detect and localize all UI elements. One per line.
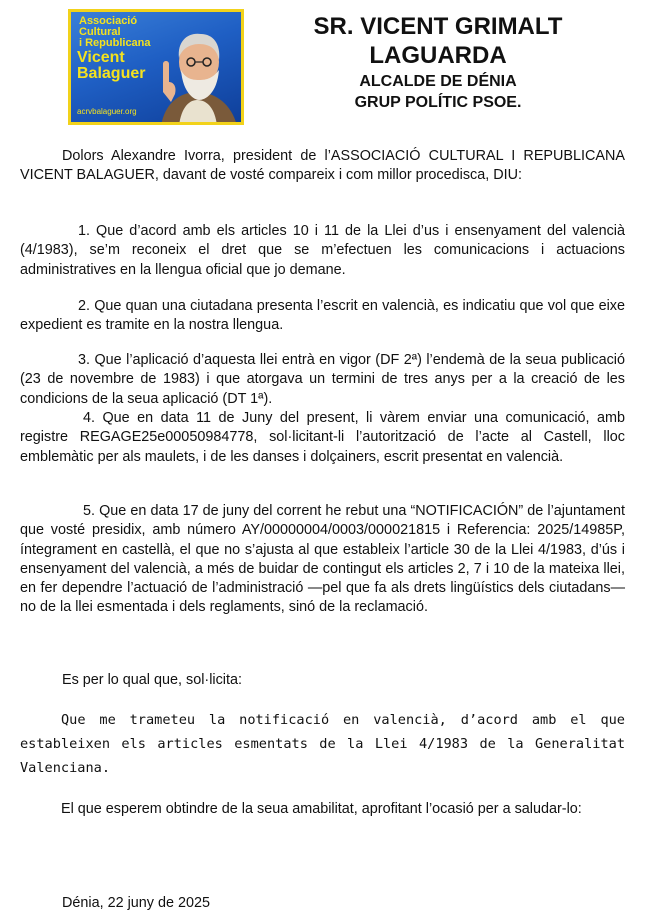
- recipient-role-line1: ALCALDE DE DÉNIA: [359, 73, 517, 90]
- recipient-name-line1: SR. VICENT GRIMALT: [313, 13, 563, 40]
- claim-item-2: 2. Que quan una ciutadana presenta l’escrit en valencià, es indicatiu que vol que eixe expedient es tramite en la nostra llengua.: [20, 298, 625, 334]
- recipient-name-line2: LAGUARDA: [369, 42, 507, 69]
- request-intro: Es per lo qual que, sol·licita:: [62, 672, 242, 688]
- claim-item-1: 1. Que d’acord amb els articles 10 i 11 de la Llei d’us i ensenyament del valencià (4/1983), se’m reconeix el dret que se m’efectuen les comunicacions i actuacions administratives en la llengua oficial que jo demane.: [20, 223, 625, 278]
- bearded-man-portrait-icon: [151, 22, 241, 122]
- recipient-role: [268, 71, 608, 113]
- logo-name-first: Vicent: [77, 49, 125, 66]
- claim-item-3: 3. Que l’aplicació d’aquesta llei entrà en vigor (DF 2ª) l’endemà de la seua publicació (23 de novembre de 1983) i que atorgava un termini de tres anys per a la creació de les condicions de la seua aplicació (DT 1ª).: [20, 352, 625, 407]
- logo-text-line2: Cultural: [79, 26, 121, 38]
- logo-panel: [71, 12, 241, 122]
- recipient-name: [268, 12, 608, 70]
- logo-text-line3: i Republicana: [79, 37, 151, 49]
- closing-paragraph: El que esperem obtindre de la seua amabilitat, aprofitant l’ocasió per a saludar-lo:: [61, 801, 582, 817]
- intro-paragraph: Dolors Alexandre Ivorra, president de l’ASSOCIACIÓ CULTURAL I REPUBLICANA VICENT BALAGUER, davant de vosté compareix i com millor procedisca, DIU:: [20, 148, 625, 184]
- logo-name-last: Balaguer: [77, 65, 146, 82]
- claim-item-4: 4. Que en data 11 de Juny del present, li vàrem enviar una comunicació, amb registre REGAGE25e00050984778, sol·licitant-li l’autorització de l’acte al Castell, lloc emblemàtic per als maulets, i de les danses i dolçainers, escrit presentat en valencià.: [20, 410, 625, 465]
- request-paragraph: Que me trameteu la notificació en valencià, d’acord amb el que estableixen els articles esmentats de la Llei 4/1983 de la Generalitat Valenciana.: [20, 712, 625, 776]
- association-logo: [68, 9, 244, 125]
- place-and-date: Dénia, 22 juny de 2025: [62, 895, 211, 911]
- logo-url: acrvbalaguer.org: [77, 107, 137, 116]
- claim-item-5: 5. Que en data 17 de juny del corrent he rebut una “NOTIFICACIÓN” de l’ajuntament que vosté presidix, amb número AY/00000004/0003/000021815 i Referencia: 2025/14985P, íntegrament en castellà, el que no s’ajusta al que estableix l’article 30 de la Llei 4/1983, d’ús i ensenyament del valencià, a més de buidar de contingut els articles 2, 7 i 10 de la mateixa llei, en fer dependre l’actuació de l’administració —pel que fa als drets lingüístics dels ciutadans— no de la llei esmentada i dels reglaments, sinó de la reclamació.: [20, 503, 625, 616]
- recipient-role-line2: GRUP POLÍTIC PSOE.: [354, 94, 522, 111]
- logo-text-line1: Associació: [79, 15, 138, 27]
